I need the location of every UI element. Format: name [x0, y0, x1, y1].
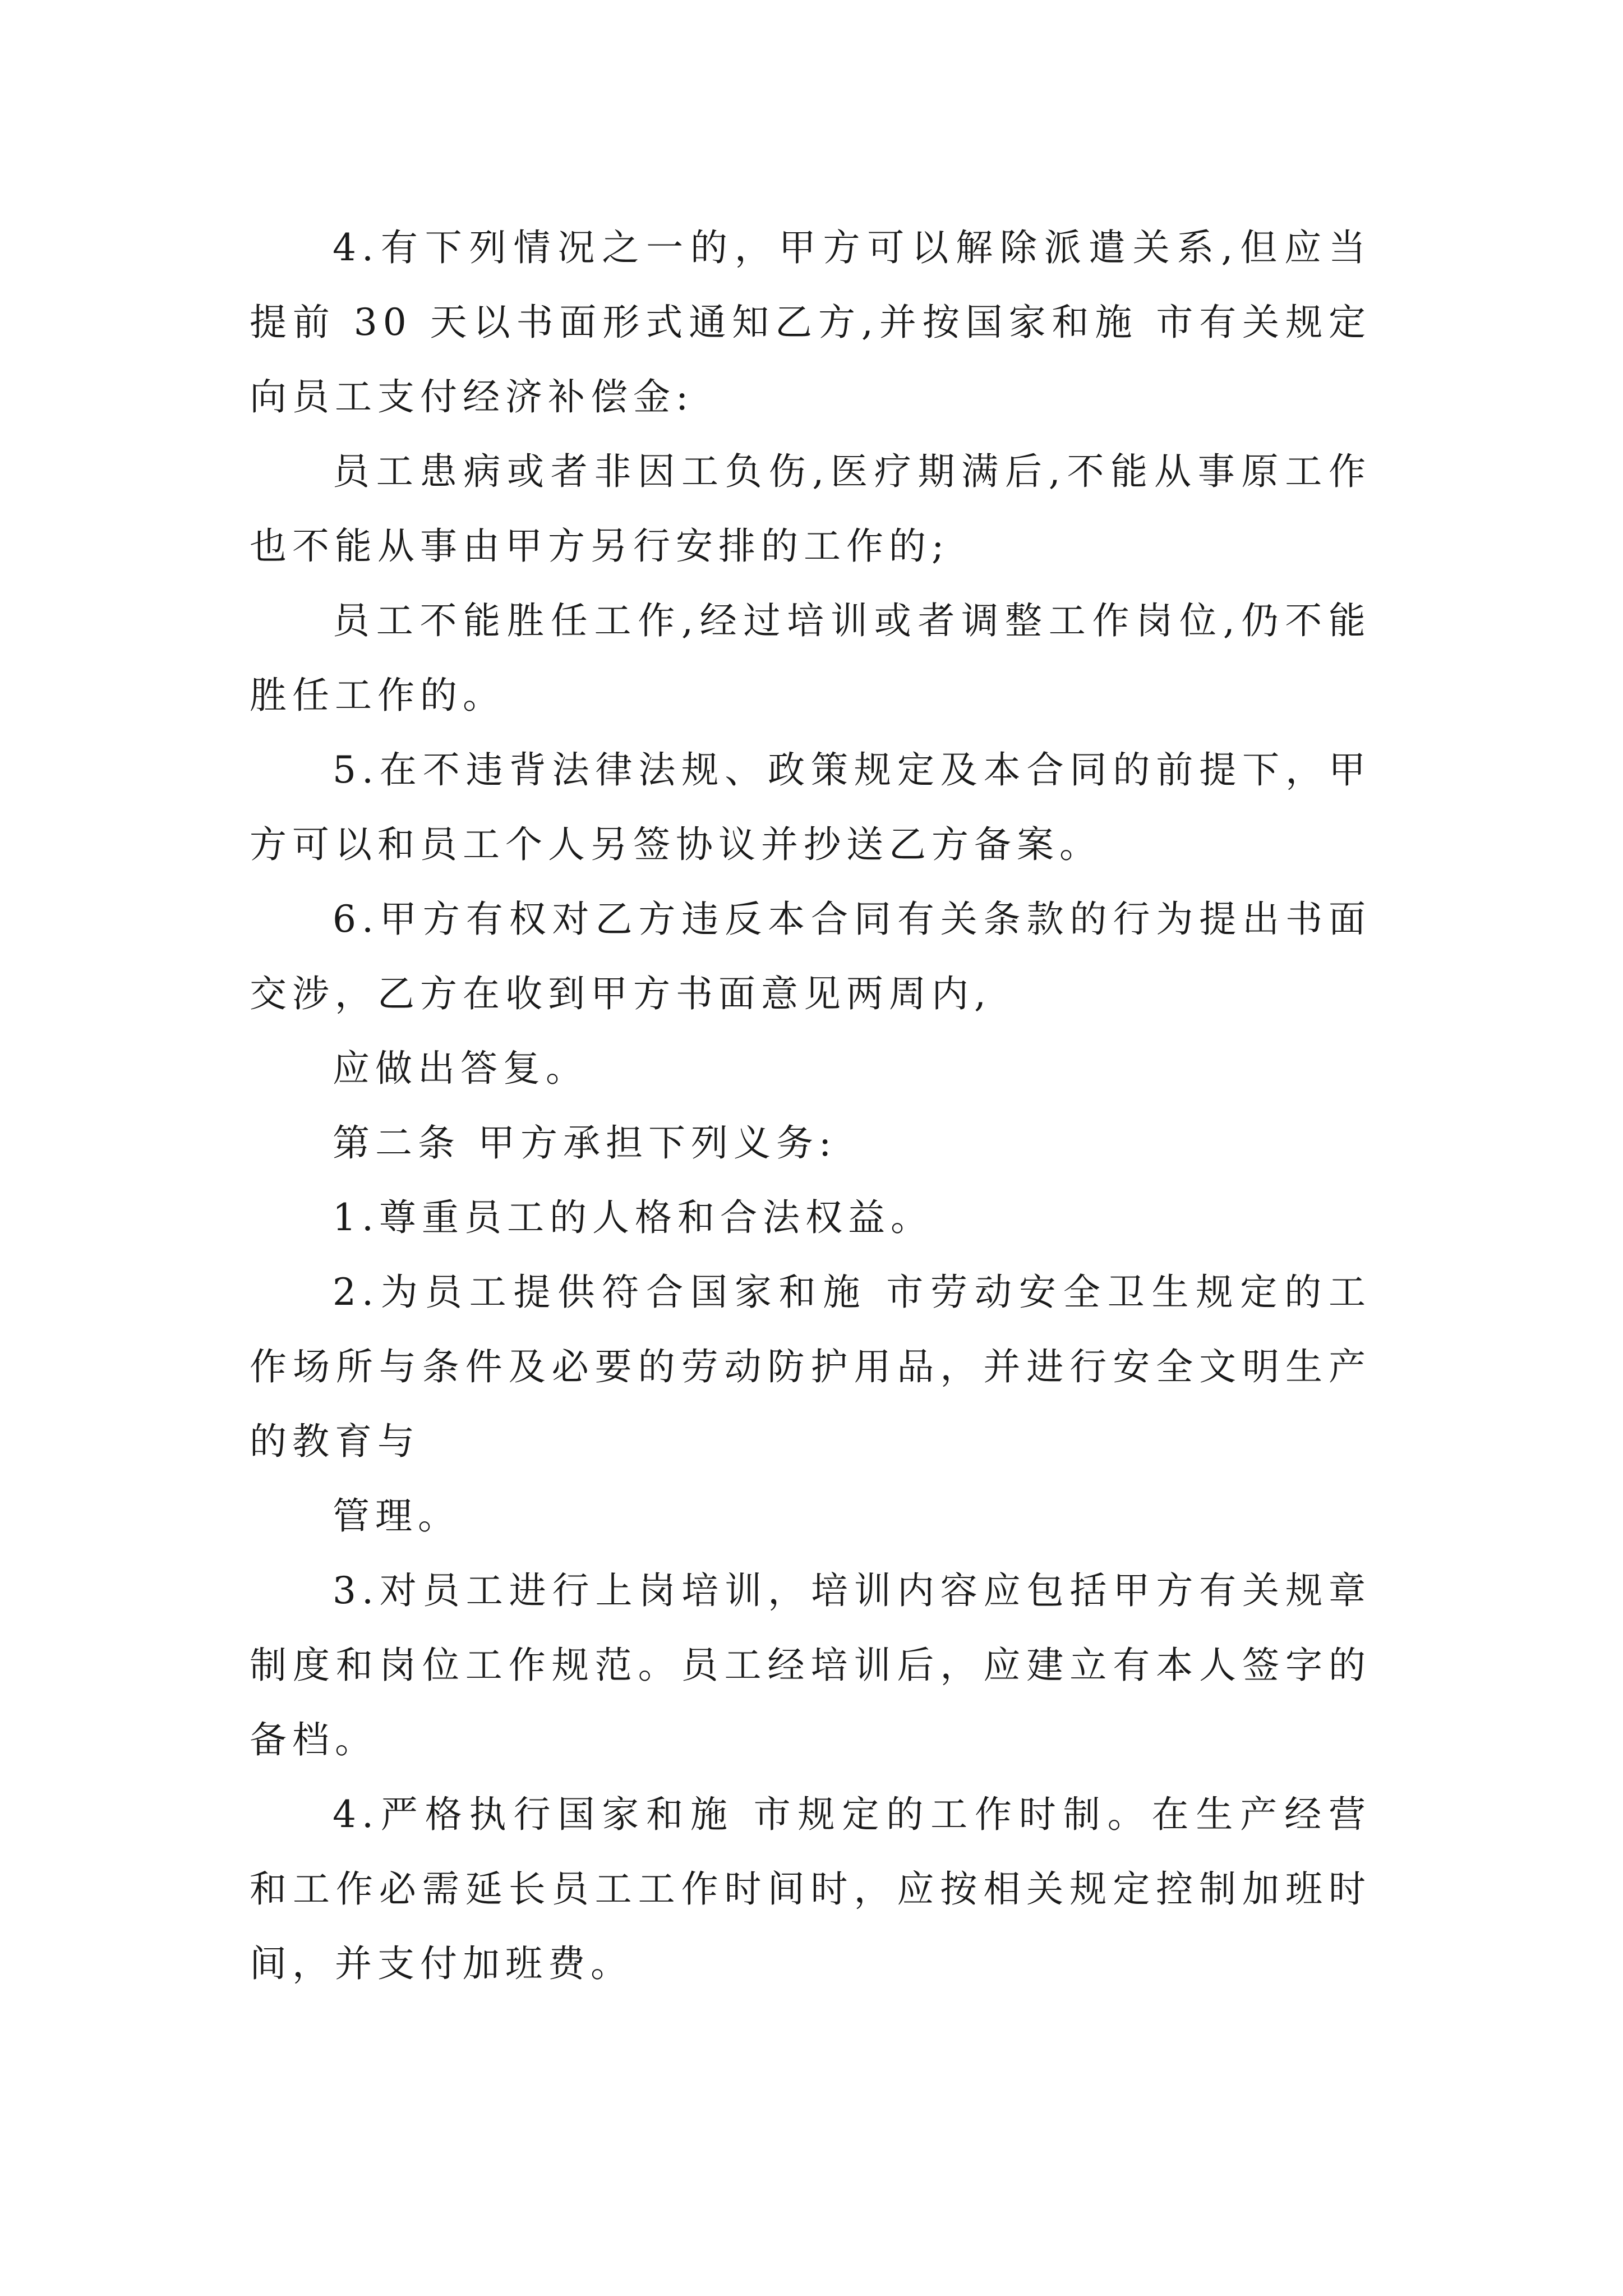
document-body: [250, 210, 1371, 2001]
paragraph-clause-4-termination: 4.有下列情况之一的，甲方可以解除派遣关系,但应当提前 30 天以书面形式通知乙方,并按国家和施 市有关规定向员工支付经济补偿金:: [250, 226, 1371, 418]
paragraph-incompetence-case: 员工不能胜任工作,经过培训或者调整工作岗位,仍不能胜任工作的。: [250, 599, 1371, 717]
paragraph-management-continuation: 管理。: [333, 1494, 460, 1538]
paragraph-obligation-1: 1.尊重员工的人格和合法权益。: [333, 1196, 933, 1239]
paragraph-obligation-3: 3.对员工进行上岗培训，培训内容应包括甲方有关规章制度和岗位工作规范。员工经培训后，应建立有本人签字的备档。: [250, 1569, 1371, 1761]
section-heading-article-2: 第二条 甲方承担下列义务:: [333, 1121, 837, 1165]
paragraph-clause-5-agreement: 5.在不违背法律法规、政策规定及本合同的前提下，甲方可以和员工个人另签协议并抄送乙方备案。: [250, 748, 1371, 866]
paragraph-obligation-2: 2.为员工提供符合国家和施 市劳动安全卫生规定的工作场所与条件及必要的劳动防护用品，并进行安全文明生产的教育与: [250, 1271, 1371, 1463]
paragraph-clause-6-negotiation: 6.甲方有权对乙方违反本合同有关条款的行为提出书面交涉，乙方在收到甲方书面意见两周内,: [250, 898, 1371, 1015]
paragraph-reply-continuation: 应做出答复。: [333, 1047, 588, 1090]
paragraph-illness-case: 员工患病或者非因工负伤,医疗期满后,不能从事原工作也不能从事由甲方另行安排的工作的;: [250, 450, 1371, 568]
paragraph-obligation-4: 4.严格执行国家和施 市规定的工作时制。在生产经营和工作必需延长员工工作时间时，应按相关规定控制加班时间，并支付加班费。: [250, 1793, 1371, 1985]
